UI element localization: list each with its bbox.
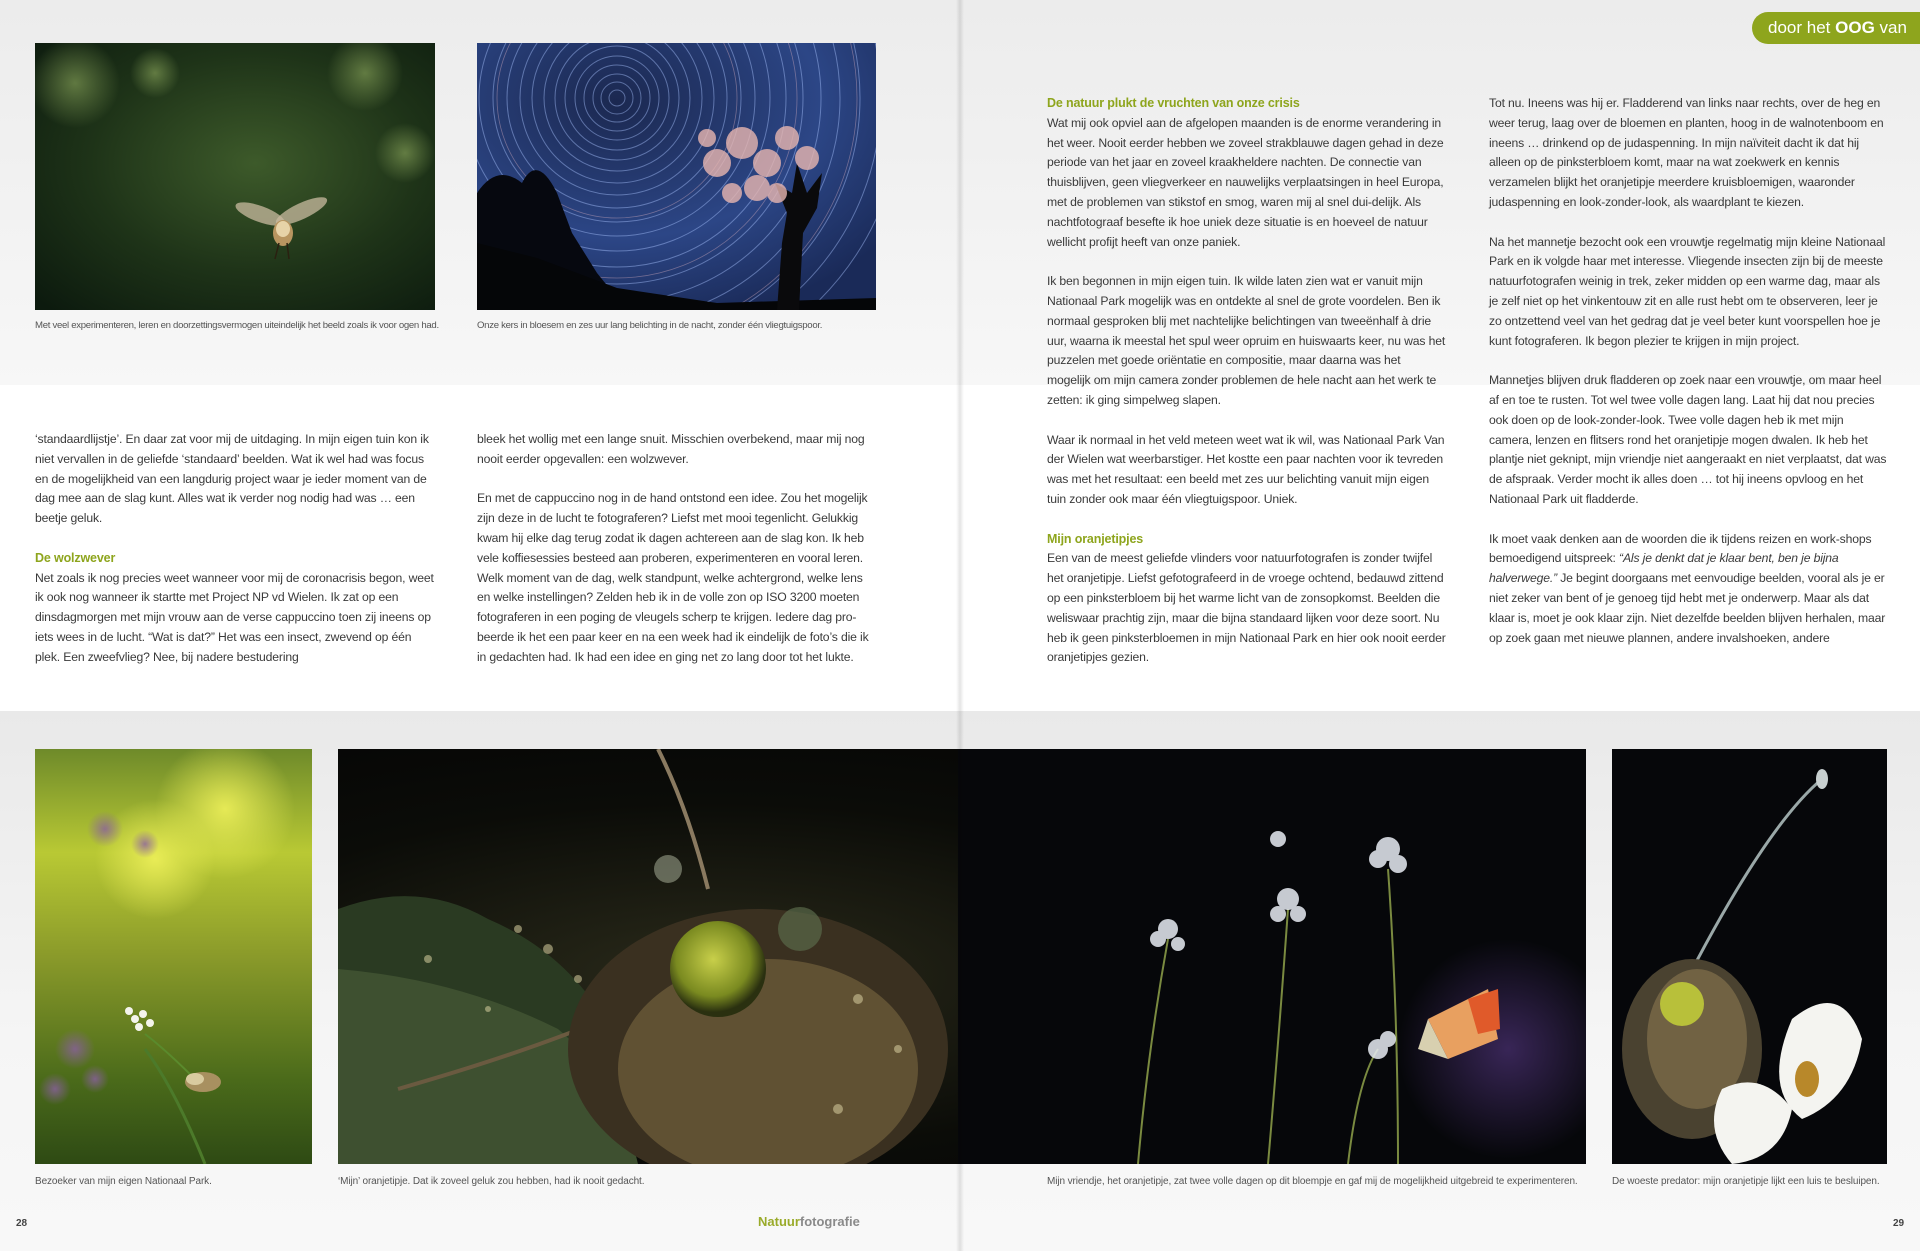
predator-image bbox=[1612, 749, 1887, 1164]
spread-gutter bbox=[956, 0, 964, 1251]
section-tab-post: van bbox=[1879, 18, 1907, 37]
heading-wolzwever: De wolzwever bbox=[35, 550, 116, 565]
caption-top-2: Onze kers in bloesem en zes uur lang belichting in de nacht, zonder één vliegtuigspoor. bbox=[477, 320, 823, 331]
photo-predator bbox=[1612, 749, 1887, 1164]
page-number-left: 28 bbox=[16, 1218, 28, 1229]
text-column-2 bbox=[477, 430, 877, 687]
magazine-name-part-2: fotografie bbox=[799, 1214, 860, 1229]
caption-bottom-4: De woeste predator: mijn oranjetipje lijkt een luis te besluipen. bbox=[1612, 1176, 1880, 1187]
photo-bee-fly bbox=[35, 43, 435, 310]
page-number-right: 29 bbox=[1893, 1218, 1905, 1229]
col4-paragraph-3: Mannetjes blijven druk fladderen op zoek naar een vrouwtje, om maar heel af en toe te rusten. Tot wel twee volle dagen lang. Laat hij dat nou precies ook doen op de look-zonder-look. Twee volle dagen heb ik met mijn camera, lenzen en flitsers rond het oranjetipje mogen dwalen. Ik heb het plantje niet geknipt, mijn vriendje niet aangeraakt en niet verplaatst, dat was de afspraak. Verder mocht ik alles doen … tot hij ineens opvloog en het Nationaal Park uit fladderde. bbox=[1489, 373, 1887, 506]
col4-paragraph-2: Na het mannetje bezocht ook een vrouwtje regelmatig mijn kleine Nationaal Park en ik volgde haar met interesse. Vliegende insecten zijn bij de meeste natuurfotografen weinig in trek, zeker midden op een warme dag, maar als je zelf niet op het vinkentouw zit en alle rust hebt om te observeren, leer je zo ontzettend veel van het gedrag dat je veel beter kunt voorspellen hoe je kunt fotograferen. Ik begon plezier te krijgen in mijn project. bbox=[1489, 234, 1886, 348]
col4-p4-start: Ik moet vaak denken aan de woorden die ik tijdens reizen en work-shops bemoedigend uitspreek: bbox=[1489, 531, 1872, 566]
section-tab-pre: door het bbox=[1768, 18, 1831, 37]
col3-paragraph-3: Waar ik normaal in het veld meteen weet wat ik wil, was Nationaal Park Van der Wielen wat weerbarstiger. Het kostte een paar nachten voor ik tevreden was met het resultaat: een beeld met zes uur belichting vanuit mijn eigen tuin zonder ook maar één vliegtuigspoor. Uniek. bbox=[1047, 432, 1445, 506]
heading-oranjetipjes: Mijn oranjetipjes bbox=[1047, 531, 1144, 546]
photo-visitor bbox=[35, 749, 312, 1164]
magazine-name bbox=[758, 1214, 860, 1229]
caption-bottom-2: ‘Mijn’ oranjetipje. Dat ik zoveel geluk zou hebben, had ik nooit gedacht. bbox=[338, 1176, 645, 1187]
section-tab bbox=[1752, 12, 1920, 44]
caption-bottom-1: Bezoeker van mijn eigen Nationaal Park. bbox=[35, 1176, 212, 1187]
col3-paragraph-1: Wat mij ook opviel aan de afgelopen maanden is de enorme verandering in het weer. Nooit eerder hebben we zoveel strakblauwe dagen gehad in deze periode van het jaar en zoveel kraakheldere nachten. De connectie van thuisblijven, geen vliegverkeer en nauwelijks verplaatsingen in heel Europa, met de problemen van stikstof en smog, waren mij al snel dui-delijk. Als nachtfotograaf besefte ik hoe uniek deze situatie is en hoeveel de natuur wellicht profijt heeft van onze paniek. bbox=[1047, 115, 1444, 249]
col1-paragraph-2: Net zoals ik nog precies weet wanneer voor mij de coronacrisis begon, weet ik ook nog wanneer ik startte met Project NP vd Wielen. Ik zat op een dinsdagmorgen met mijn vrouw aan de verse cappuccino toen zij ineens op iets wees in de lucht. “Wat is dat?” Het was een insect, zwevend op één plek. Een zweefvlieg? Nee, bij nadere bestudering bbox=[35, 570, 434, 664]
col4-paragraph-4 bbox=[1489, 530, 1889, 649]
text-column-4 bbox=[1489, 94, 1889, 668]
section-tab-bold: OOG bbox=[1835, 18, 1875, 37]
col2-paragraph-1: bleek het wollig met een lange snuit. Misschien overbekend, maar mij nog nooit eerder opgevallen: een wolzwever. bbox=[477, 432, 865, 466]
caption-bottom-3: Mijn vriendje, het oranjetipje, zat twee volle dagen op dit bloempje en gaf mij de mogelijkheid uitgebreid te experimenteren. bbox=[1047, 1176, 1578, 1187]
magazine-name-part-1: Natuur bbox=[758, 1214, 800, 1229]
caption-top-1: Met veel experimenteren, leren en doorzettingsvermogen uiteindelijk het beeld zoals ik voor ogen had. bbox=[35, 320, 439, 331]
visitor-image bbox=[35, 749, 312, 1164]
text-column-1 bbox=[35, 430, 435, 687]
col4-paragraph-1: Tot nu. Ineens was hij er. Fladderend van links naar rechts, over de heg en weer terug, laag over de bloemen en planten, hoog in de walnotenboom en ineens … drinkend op de judaspenning. In mijn naïviteit dacht ik dat hij alleen op de pinksterbloem komt, maar na wat zoekwerk en kennis verzamelen blijkt het oranjetipje meerdere kruisbloemigen, waaronder judaspenning en look-zonder-look, als waardplant te kiezen. bbox=[1489, 96, 1884, 209]
col4-p4-end: Je begint doorgaans met eenvoudige beelden, vooral als je er niet zeker van bent of je genoeg tijd hebt met je onderwerp. Maar als dat klaar is, moet je ook klaar zijn. Niet dezelfde beelden blijven herhalen, maar op zoek gaan met nieuwe plannen, andere invalshoeken, andere bbox=[1489, 571, 1886, 645]
col3-paragraph-2: Ik ben begonnen in mijn eigen tuin. Ik wilde laten zien wat er vanuit mijn Nationaal Park mogelijk was en ontdekte al snel de grote voordelen. Ben ik normaal gesproken blij met nachtelijke belichtingen van tweeënhalf à drie uur, waarna ik meestal het spul weer opruim en huiswaarts keer, nu was het puzzelen met goede oriëntatie en compositie, maar daarna was het mogelijk om mijn camera zonder problemen de hele nacht aan het werk te zetten: ik ging simpelweg slapen. bbox=[1047, 274, 1446, 407]
col4-p4-quote: “Als je denkt dat je klaar bent, ben je bijna halverwege.” bbox=[1489, 551, 1839, 586]
heading-natuur-plukt: De natuur plukt de vruchten van onze crisis bbox=[1047, 96, 1300, 110]
text-column-3 bbox=[1047, 94, 1447, 688]
col1-paragraph-1: ‘standaardlijstje’. En daar zat voor mij de uitdaging. In mijn eigen tuin kon ik niet vervallen in de geliefde ‘standaard’ beelden. Wat ik wel had was focus en de mogelijkheid van een langdurig project waar je ieder moment van de dag mee aan de slag kunt. Alles wat ik verder nog nodig had was … een beetje geluk. bbox=[35, 432, 429, 526]
photo-star-trails bbox=[477, 43, 876, 310]
col3-paragraph-4: Een van de meest geliefde vlinders voor natuurfotografen is zonder twijfel het oranjetipje. Liefst gefotografeerd in de vroege ochtend, bedauwd zittend op een pinksterbloem bij het warme licht van de zonsopkomst. Beelden die weliswaar prachtig zijn, maar die bijna standaard lijken voor deze soort. Nu heb ik geen pinksterbloemen in mijn Nationaal Park en hier ook nooit eerder oranjetipjes gezien. bbox=[1047, 551, 1446, 665]
col2-paragraph-2: En met de cappuccino nog in de hand ontstond een idee. Zou het mogelijk zijn deze in de lucht te fotograferen? Liefst met mooi tegenlicht. Gelukkig kwam hij elke dag terug zodat ik dagen achtereen aan de slag kon. Ik heb vele koffiesessies besteed aan proberen, experimenteren en vooral leren. Welk moment van de dag, welk standpunt, welke achtergrond, welke lens en welke instellingen? Zelden heb ik in de volle zon op ISO 3200 moeten fotograferen in een poging de vleugels scherp te krijgen. Iedere dag pro-beerde ik het een paar keer en na een week had ik eindelijk de foto’s die ik in gedachten had. Ik had een idee en ging net zo lang door tot het lukte. bbox=[477, 491, 869, 664]
star-trails-image bbox=[477, 43, 876, 310]
bee-fly-image bbox=[35, 43, 435, 310]
